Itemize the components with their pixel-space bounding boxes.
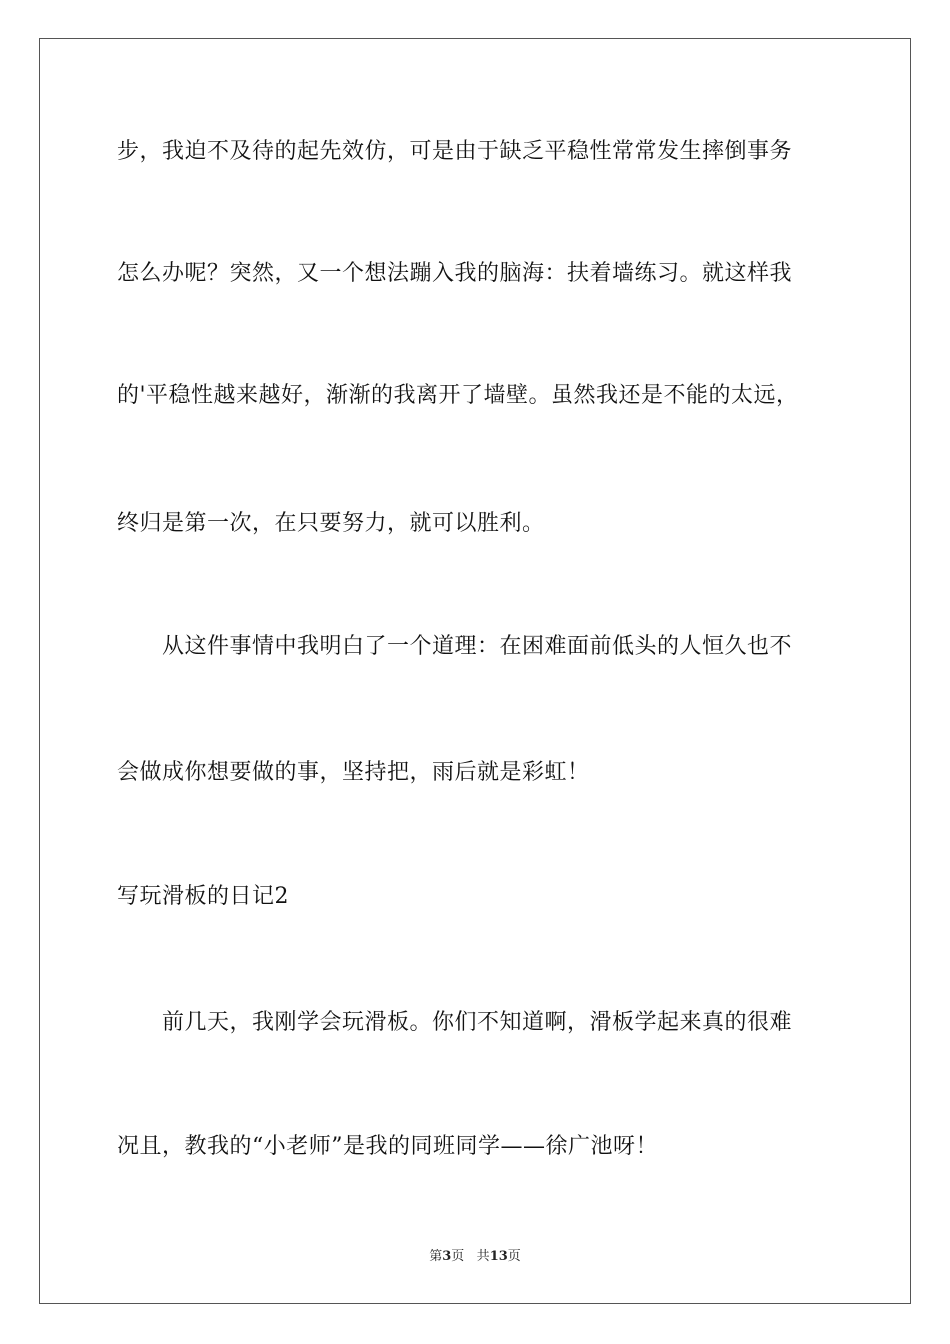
footer-page-suffix: 页 <box>451 1249 465 1264</box>
paragraph-line: 终归是第一次，在只要努力，就可以胜利。 <box>117 511 545 536</box>
footer-page-current: 3 <box>442 1249 452 1264</box>
paragraph-line: 怎么办呢？突然，又一个想法蹦入我的脑海：扶着墙练习。就这样我 <box>117 261 793 286</box>
footer-total-prefix: 共 <box>476 1249 490 1264</box>
paragraph-line: 会做成你想要做的事，坚持把，雨后就是彩虹！ <box>117 760 590 785</box>
paragraph-line: 前几天，我刚学会玩滑板。你们不知道啊，滑板学起来真的很难 <box>162 1010 793 1035</box>
paragraph-line: 从这件事情中我明白了一个道理：在困难面前低头的人恒久也不 <box>162 634 793 659</box>
footer-total-suffix: 页 <box>507 1249 521 1264</box>
page-footer <box>0 1248 950 1266</box>
paragraph-line: 的'平稳性越来越好，渐渐的我离开了墙壁。虽然我还是不能的太远， <box>117 383 799 408</box>
footer-page-prefix: 第 <box>429 1249 443 1264</box>
page-border <box>39 38 911 1304</box>
footer-page-total: 13 <box>489 1249 508 1264</box>
paragraph-line: 步，我迫不及待的起先效仿，可是由于缺乏平稳性常常发生摔倒事务 <box>117 139 793 164</box>
paragraph-line: 况且，教我的“小老师”是我的同班同学——徐广池呀！ <box>117 1134 658 1159</box>
section-heading: 写玩滑板的日记2 <box>117 884 289 909</box>
